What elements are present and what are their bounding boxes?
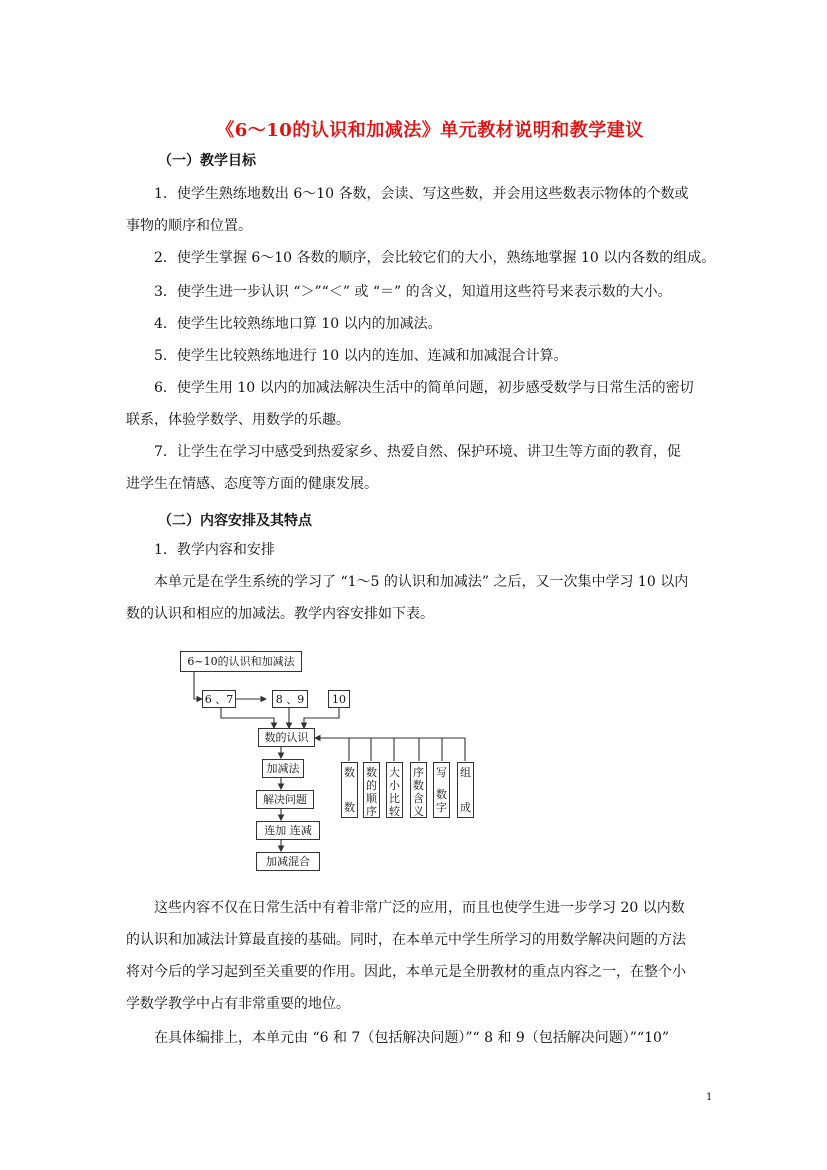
diagram-box-8-9: 8 、9 xyxy=(272,690,308,708)
connector-arrow xyxy=(304,708,339,728)
objective-item-6 xyxy=(126,372,706,436)
diagram-box-10: 10 xyxy=(328,690,350,708)
objective-item-1 xyxy=(126,178,706,242)
diagram-box-mixed-operations: 加减混合 xyxy=(256,852,320,871)
diagram-box-problem-solving: 解决问题 xyxy=(256,790,314,809)
diagram-side-box-size-comparison: 大小 比较 xyxy=(386,762,403,818)
objective-item-4 xyxy=(126,308,706,340)
section-heading-objectives: （一）教学目标 xyxy=(158,153,256,169)
objective-item-5 xyxy=(126,340,706,372)
diagram-side-box-composition: 组 成 xyxy=(457,762,474,818)
text-line: 5．使学生比较熟练地进行 10 以内的连加、连减和加减混合计算。 xyxy=(154,348,568,364)
diagram-box-unit-title: 6~10的认识和加减法 xyxy=(180,651,302,672)
text-line: 这些内容不仅在日常生活中有着非常广泛的应用，而且也使学生进一步学习 20 以内数 xyxy=(154,900,685,916)
subheading-content-arrangement xyxy=(126,534,706,566)
objective-item-7 xyxy=(126,436,706,500)
paragraph-arrangement xyxy=(126,1022,706,1054)
text-line: 事物的顺序和位置。 xyxy=(126,218,252,234)
page-number: 1 xyxy=(706,1092,713,1103)
diagram-side-box-number-order: 数的 顺序 xyxy=(363,762,380,818)
connector-arrow xyxy=(221,708,274,728)
text-line: 在具体编排上，本单元由 “6 和 7（包括解决问题）”“ 8 和 9（包括解决问题）”“10” xyxy=(154,1030,670,1046)
objective-item-2 xyxy=(126,242,716,274)
connector-line xyxy=(371,738,465,761)
content-arrangement-diagram xyxy=(186,648,486,880)
text-line: 的认识和加减法计算最直接的基础。同时，在本单元中学生所学习的用数学解决问题的方法 xyxy=(126,932,686,948)
diagram-box-addition-subtraction: 加减法 xyxy=(262,759,304,778)
diagram-box-continuous-operations: 连加 连减 xyxy=(256,821,320,840)
text-line: 3．使学生进一步认识 “＞”“＜” 或 “＝” 的含义，知道用这些符号来表示数的大小。 xyxy=(154,284,672,300)
text-line: 数的认识和相应的加减法。教学内容安排如下表。 xyxy=(126,606,434,622)
diagram-side-box-writing-numbers: 写 数字 xyxy=(433,762,450,818)
diagram-box-6-7: 6 、7 xyxy=(202,690,236,708)
connector-arrow xyxy=(315,738,349,761)
objective-item-3 xyxy=(126,276,706,308)
text-line: 将对今后的学习起到至关重要的作用。因此，本单元是全册教材的重点内容之一，在整个小 xyxy=(126,964,686,980)
text-line: 2．使学生掌握 6～10 各数的顺序，会比较它们的大小，熟练地掌握 10 以内各数的组成。 xyxy=(154,250,716,266)
text-line: 1．使学生熟练地数出 6～10 各数，会读、写这些数，并会用这些数表示物体的个数或 xyxy=(154,186,689,202)
text-line: 学数学教学中占有非常重要的地位。 xyxy=(126,996,350,1012)
section-heading-content: （二）内容安排及其特点 xyxy=(158,513,312,529)
diagram-box-number-recognition: 数的认识 xyxy=(258,728,315,747)
document-title: 《6～10的认识和加减法》单元教材说明和教学建议 xyxy=(216,120,644,141)
text-line: 联系，体验学数学、用数学的乐趣。 xyxy=(126,412,350,428)
text-line: 7．让学生在学习中感受到热爱家乡、热爱自然、保护环境、讲卫生等方面的教育，促 xyxy=(154,444,681,460)
paragraph-intro xyxy=(126,566,706,630)
text-line: 进学生在情感、态度等方面的健康发展。 xyxy=(126,476,378,492)
text-line: 4．使学生比较熟练地口算 10 以内的加减法。 xyxy=(154,316,442,332)
text-line: 6．使学生用 10 以内的加减法解决生活中的简单问题，初步感受数学与日常生活的密切 xyxy=(154,380,694,396)
text-line: 1．教学内容和安排 xyxy=(154,542,275,558)
diagram-side-box-counting: 数 数 xyxy=(341,762,358,818)
paragraph-importance xyxy=(126,892,706,1020)
connector-arrow xyxy=(194,672,202,699)
diagram-side-box-ordinal-meaning: 序数 含义 xyxy=(410,762,427,818)
text-line: 本单元是在学生系统的学习了 “1～5 的认识和加减法” 之后，又一次集中学习 10 以内 xyxy=(154,574,689,590)
